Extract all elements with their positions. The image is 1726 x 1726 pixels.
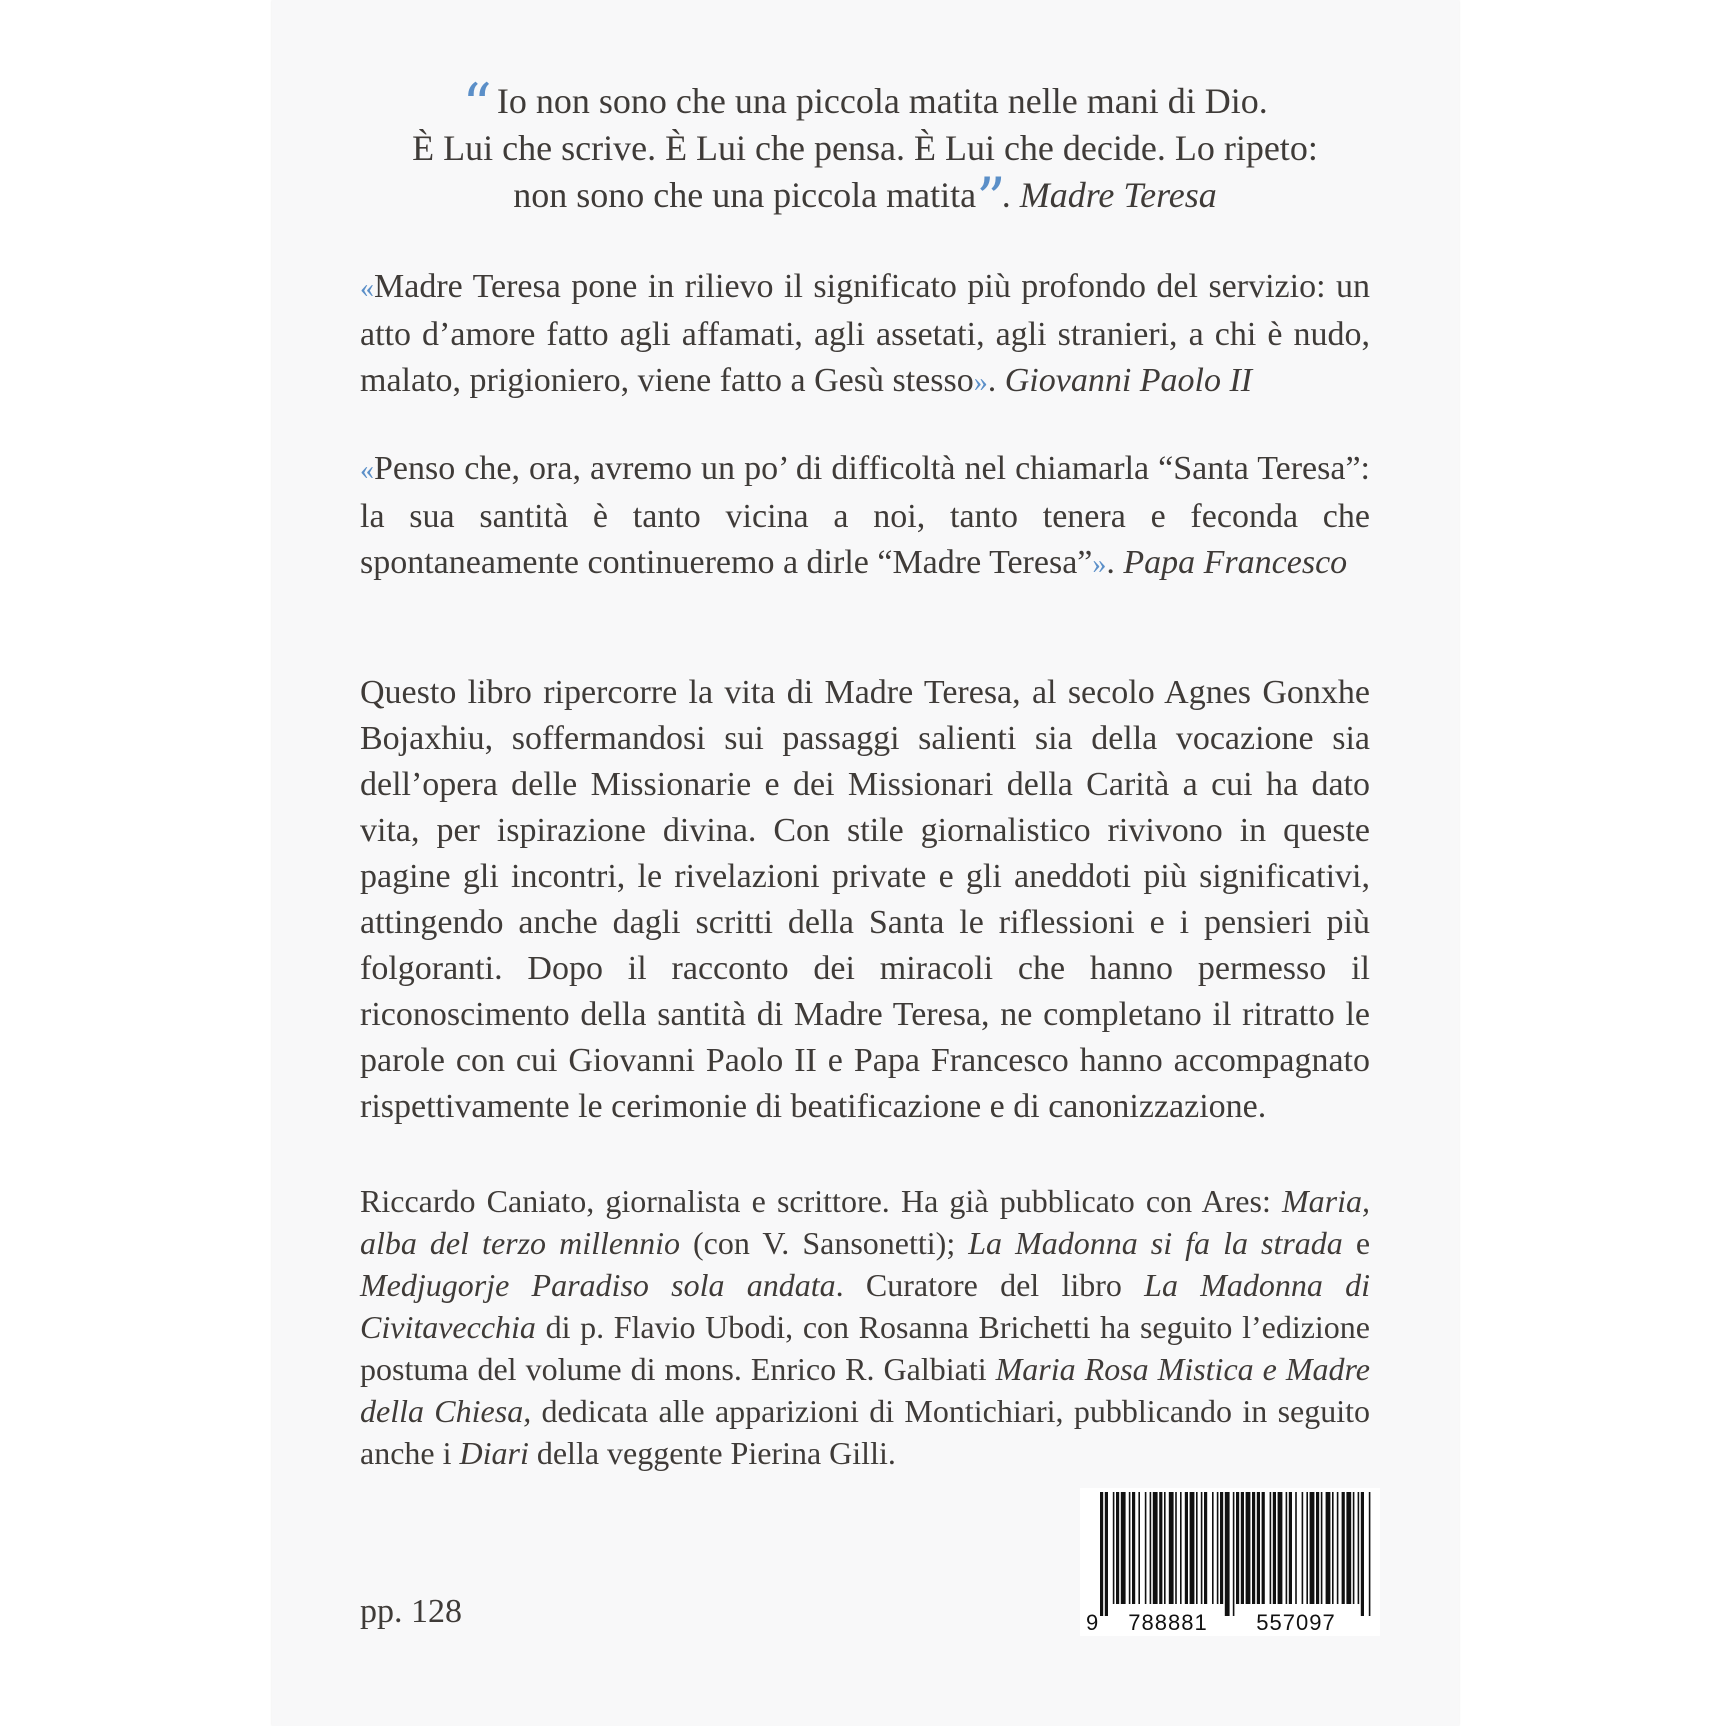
bio-text: (con V. Sansonetti);	[679, 1225, 969, 1261]
barcode-bar	[1310, 1492, 1315, 1604]
barcode-bar	[1233, 1492, 1235, 1616]
barcode-bar	[1116, 1492, 1119, 1604]
barcode-bar	[1286, 1492, 1288, 1604]
barcode-bar	[1326, 1492, 1331, 1604]
barcode-bar	[1175, 1492, 1177, 1604]
bio-text: della veggente Pierina Gilli.	[528, 1435, 896, 1471]
quote2-attribution: Giovanni Paolo II	[1004, 362, 1253, 399]
barcode-bar	[1159, 1492, 1162, 1604]
barcode-bar	[1369, 1492, 1371, 1616]
open-guillemet: «	[360, 273, 374, 304]
barcode-bar	[1169, 1492, 1174, 1604]
barcode-bar	[1270, 1492, 1272, 1604]
barcode-bar	[1278, 1492, 1283, 1604]
bio-text: . Curatore del libro	[835, 1267, 1145, 1303]
barcode-bar	[1358, 1492, 1360, 1604]
barcode-bar	[1121, 1492, 1126, 1604]
barcode-bar	[1252, 1492, 1255, 1604]
barcode-bar	[1337, 1492, 1339, 1604]
bio-text: e	[1342, 1225, 1371, 1261]
barcode-bar	[1129, 1492, 1131, 1604]
barcode-bar	[1236, 1492, 1239, 1604]
quote3-text: Penso che, ora, avremo un po’ di difficoltà nel chiamarla “Santa Teresa”: la sua santità è tanto vicina a noi, tanto tenera e feconda che spontaneamente continueremo a dirle “Madre Teresa”	[360, 450, 1370, 581]
quote2-text: Madre Teresa pone in rilievo il significato più profondo del servizio: un atto d’amore fatto agli affamati, agli assetati, agli stranieri, a chi è nudo, malato, prigioniero, viene fatto a Gesù stesso	[360, 268, 1370, 399]
barcode-bar	[1295, 1492, 1297, 1604]
quote-papa-francesco: «Penso che, ora, avremo un po’ di difficoltà nel chiamarla “Santa Teresa”: la sua santità è tanto vicina a noi, tanto tenera e feconda che spontaneamente continueremo a dirle “Madre Teresa”». Papa Francesco	[360, 450, 1370, 581]
barcode-bar	[1212, 1492, 1214, 1604]
barcode-bar	[1217, 1492, 1219, 1604]
close-guillemet: »	[1092, 549, 1107, 580]
barcode-bar	[1145, 1492, 1147, 1604]
bio-text: Riccardo Caniato, giornalista e scrittore. Ha già pubblicato con Ares:	[360, 1183, 1282, 1219]
barcode-bar	[1246, 1492, 1251, 1604]
barcode-bar	[1257, 1492, 1260, 1604]
barcode-bar	[1346, 1492, 1351, 1604]
barcode-bar	[1138, 1492, 1140, 1604]
author-bio	[360, 1180, 1370, 1474]
barcode-bar	[1132, 1492, 1135, 1604]
barcode-bar	[1241, 1492, 1244, 1604]
quote3-attribution: Papa Francesco	[1123, 544, 1348, 581]
close-guillemet: »	[973, 367, 988, 398]
barcode-bar	[1306, 1492, 1308, 1604]
barcode-bar	[1220, 1492, 1223, 1604]
barcode-bar	[1201, 1492, 1203, 1604]
bio-title: La Madonna di Civitavecchia	[360, 1267, 1371, 1345]
barcode-digit-first: 9	[1086, 1610, 1099, 1635]
bio-title: La Madonna si fa la strada	[968, 1225, 1343, 1261]
bio-text: dedicata alle apparizioni di Montichiari, pubblicando in seguito anche i	[360, 1393, 1371, 1471]
bio-title: Medjugorje Paradiso sola andata	[360, 1267, 836, 1303]
barcode-bar	[1225, 1492, 1230, 1616]
quote1-line3: non sono che una piccola matita	[513, 175, 977, 215]
barcode-digits-left: 788881	[1128, 1610, 1208, 1635]
open-quote-mark: “	[462, 71, 488, 139]
barcode-bar	[1113, 1492, 1115, 1604]
quote1-line1: Io non sono che una piccola matita nelle mani di Dio.	[496, 81, 1268, 121]
open-guillemet: «	[360, 455, 374, 486]
barcode-bar	[1316, 1492, 1319, 1604]
barcode-bar	[1153, 1492, 1158, 1604]
book-description: Questo libro ripercorre la vita di Madre Teresa, al secolo Agnes Gonxhe Bojaxhiu, soffermandosi sui passaggi salienti sia della vocazione sia dell’opera delle Missionarie e dei Missionari della Carità a cui ha dato vita, per ispirazione divina. Con stile giornalistico rivivono in queste pagine gli incontri, le rivelazioni private e gli aneddoti più significativi, attingendo anche dagli scritti della Santa le riflessioni e i pensieri più folgoranti. Dopo il racconto dei miracoli che hanno permesso il riconoscimento della santità di Madre Teresa, ne completano il ritratto le parole con cui Giovanni Paolo II e Papa Francesco hanno accompagnato rispettivamente le cerimonie di beatificazione e di canonizzazione.	[360, 674, 1370, 1125]
barcode-bar	[1321, 1492, 1323, 1604]
barcode-bar	[1361, 1492, 1364, 1616]
barcode-digits-right: 557097	[1256, 1610, 1336, 1635]
quote1-line2: È Lui che scrive. È Lui che pensa. È Lui che decide. Lo ripeto:	[412, 128, 1318, 168]
quote-giovanni-paolo: «Madre Teresa pone in rilievo il significato più profondo del servizio: un atto d’amore fatto agli affamati, agli assetati, agli stranieri, a chi è nudo, malato, prigioniero, viene fatto a Gesù stesso». Giovanni Paolo II	[360, 268, 1370, 399]
bio-title: Diari	[459, 1435, 529, 1471]
back-cover	[272, 0, 1459, 1726]
barcode-bar	[1196, 1492, 1198, 1604]
close-quote-mark: ”	[976, 165, 1002, 233]
bio-title: Maria Rosa Mistica e Madre della Chiesa,	[360, 1351, 1371, 1429]
barcode-bar	[1342, 1492, 1345, 1604]
barcode-bar	[1273, 1492, 1276, 1604]
barcode-graphic	[1080, 1488, 1380, 1636]
barcode-bar	[1105, 1492, 1108, 1616]
barcode-bar	[1100, 1492, 1103, 1616]
barcode-bar	[1185, 1492, 1188, 1604]
barcode-bar	[1204, 1492, 1207, 1604]
barcode-bar	[1190, 1492, 1195, 1604]
barcode-bar	[1150, 1492, 1152, 1604]
barcode-bar	[1332, 1492, 1334, 1604]
barcode-bar	[1353, 1492, 1355, 1604]
barcode-bar	[1164, 1492, 1166, 1604]
quote-madre-teresa: “ Io non sono che una piccola matita nelle mani di Dio. È Lui che scrive. È Lui che pensa. È Lui che decide. Lo ripeto: non sono che una piccola matita”. Madre Teresa	[412, 71, 1318, 233]
barcode-bar	[1262, 1492, 1265, 1604]
bio-text: di p. Flavio Ubodi, con Rosanna Brichetti ha seguito l’edizione postuma del volume di mons. Enrico R. Galbiati	[360, 1309, 1370, 1387]
quote1-attribution: Madre Teresa	[1019, 175, 1217, 215]
page-count: pp. 128	[360, 1593, 462, 1630]
barcode-bar	[1302, 1492, 1304, 1604]
isbn-barcode	[1080, 1488, 1380, 1636]
bio-title: Maria, alba del terzo millennio	[360, 1183, 1370, 1261]
barcode-bar	[1289, 1492, 1292, 1604]
barcode-bar	[1180, 1492, 1182, 1604]
